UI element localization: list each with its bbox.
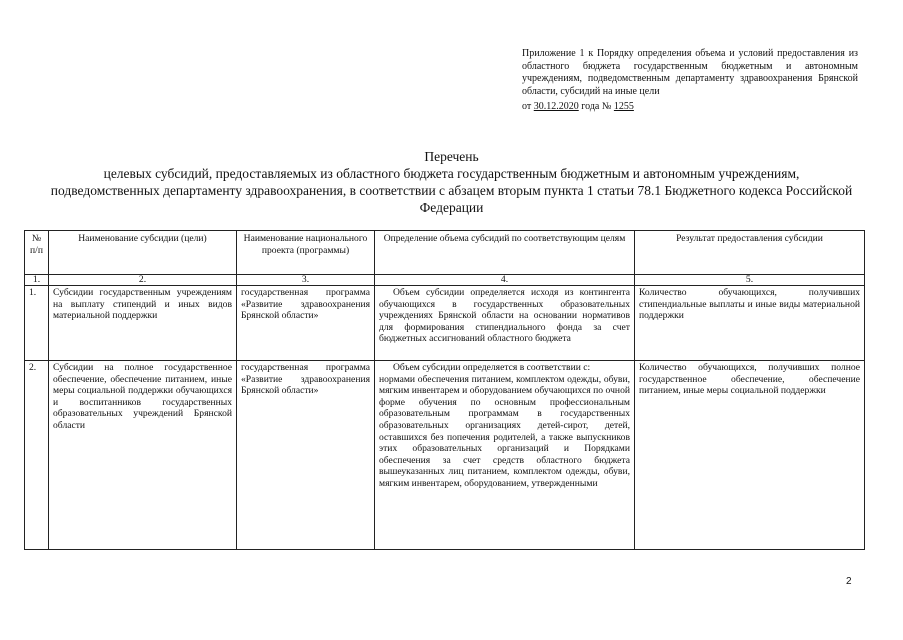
subsidy-name: Субсидии государственным учреждениям на выплату стипендий и иных видов материальной поддержки [49,286,237,361]
order-prefix: от [522,101,532,113]
table-row [25,361,865,550]
subsidy-result: Количество обучающихся, получивших полное государственное обеспечение, обеспечение питанием, иные меры социальной поддержки [635,361,865,550]
table-header-row [25,231,865,275]
row-number: 1. [25,286,49,361]
col-number: 5. [635,275,865,286]
subsidy-definition: Объем субсидии определяется исходя из контингента обучающихся в государственных образовательных учреждениях Брянской области на основании нормативов для формирования стипендиального фонда за счет бюджетных ассигнований областного бюджета [375,286,635,361]
title-main: Перечень [424,149,479,164]
header-result: Результат предоставления субсидии [635,231,865,275]
appendix-note [522,48,858,114]
subsidy-name: Субсидии на полное государственное обеспечение, обеспечение питанием, иные меры социальной поддержки обучающихся и воспитанников государственных образовательных учреждений Брянской области [49,361,237,550]
subsidy-result: Количество обучающихся, получивших стипендиальные выплаты и иные виды материальной поддержки [635,286,865,361]
definition-body: нормами обеспечения питанием, комплектом одежды, обуви, мягким инвентарем и оборудованием обучающихся по очной форме обучения по основным профессиональным образовательным программам в государственных образовательных организациях детей-сирот, детей, оставшихся без попечения родителей, а также выпускников этих образовательных организаций и Порядками обеспечения за счет средств областного бюджета вышеуказанных лиц питанием, комплектом одежды, обуви, мягким инвентарем, оборудованием, утвержденными [379,373,630,489]
col-number: 1. [25,275,49,286]
page-number: 2 [846,576,852,587]
subsidy-program: государственная программа «Развитие здравоохранения Брянской области» [237,361,375,550]
title-subtitle: целевых субсидий, предоставляемых из областного бюджета государственным бюджетным и автономным учреждениям, подведомственных департаменту здравоохранения, в соответствии с абзацем вторым пункта 1 статьи 78.1 Бюджетного кодекса Российской Федерации [50,166,853,215]
column-number-row [25,275,865,286]
col-number: 3. [237,275,375,286]
header-name: Наименование субсидии (цели) [49,231,237,275]
header-definition: Определение объема субсидий по соответствующим целям [375,231,635,275]
appendix-text: Приложение 1 к Порядку определения объема и условий предоставления из областного бюджета государственным бюджетным и автономным учреждениям, подведомственным департаменту здравоохранения Брянской области, субсидий на иные цели [522,48,858,97]
definition-lead: Объем субсидии определяется в соответствии с: [393,362,591,373]
subsidy-program: государственная программа «Развитие здравоохранения Брянской области» [237,286,375,361]
order-date: 30.12.2020 [533,101,579,113]
header-program: Наименование национального проекта (программы) [237,231,375,275]
subsidy-table [24,230,865,550]
col-number: 4. [375,275,635,286]
row-number: 2. [25,361,49,550]
definition-clip [379,362,630,548]
subsidy-definition-cell [375,361,635,550]
col-number: 2. [49,275,237,286]
order-number: 1255 [613,101,634,113]
header-num: № п/п [25,231,49,275]
table-row [25,286,865,361]
document-title [40,148,863,216]
order-mid: года № [581,101,612,113]
order-reference [522,101,858,114]
